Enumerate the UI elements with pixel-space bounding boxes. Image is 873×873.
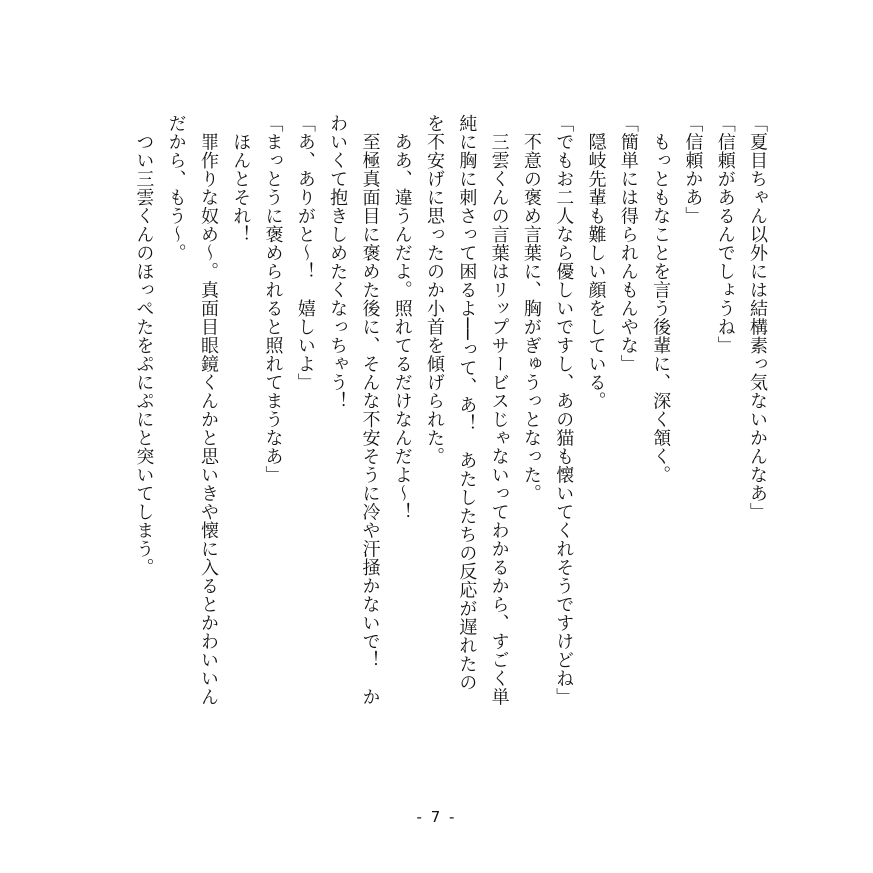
- page-number: - 7 -: [416, 808, 457, 826]
- text-line: わいくて抱きしめたくなっちゃう！: [327, 114, 349, 410]
- text-line: ほんとそれ！: [230, 114, 252, 244]
- text-line: つい三雲くんのほっぺたをぷにぷにと突いてしまう。: [133, 114, 155, 577]
- text-line: ああ、違うんだよ。照れてるだけなんだよ〜！: [391, 114, 413, 521]
- text-line: を不安げに思ったのか小首を傾げられた。: [424, 114, 446, 466]
- text-line: 「簡単には得られんもんやな」: [617, 114, 639, 373]
- text-line: 「あ、ありがと〜！ 嬉しいよ」: [294, 114, 316, 392]
- text-line: もっともなことを言う後輩に、深く頷く。: [650, 114, 672, 484]
- text-line: 「まっとうに褒められると照れてまうなあ」: [262, 114, 284, 484]
- text-line: 「信頼かあ」: [682, 114, 704, 225]
- text-line: 「信頼があるんでしょうね」: [714, 114, 736, 355]
- text-line: 純に胸に刺さって困るよ──って、あ！ あたしたちの反応が遅れたの: [456, 114, 478, 692]
- vertical-text-body: [127, 114, 773, 774]
- text-line: 三雲くんの言葉はリップサービスじゃないってわかるから、すごく単: [488, 114, 510, 706]
- text-line: 不意の褒め言葉に、胸がぎゅうっとなった。: [520, 114, 542, 503]
- text-line: 罪作りな奴め〜。真面目眼鏡くんかと思いきや懐に入るとかわいいん: [197, 114, 219, 706]
- text-line: 「でもお二人なら優しいですし、あの猫も懐いてくれそうですけどね」: [553, 114, 575, 706]
- text-line: 「夏目ちゃん以外には結構素っ気ないかんなあ」: [747, 114, 768, 521]
- text-line: 隠岐先輩も難しい顔をしている。: [585, 114, 607, 410]
- text-line: 至極真面目に褒めた後に、そんな不安そうに冷や汗掻かないで！ か: [359, 114, 381, 706]
- text-line: だから、もう〜。: [165, 114, 187, 262]
